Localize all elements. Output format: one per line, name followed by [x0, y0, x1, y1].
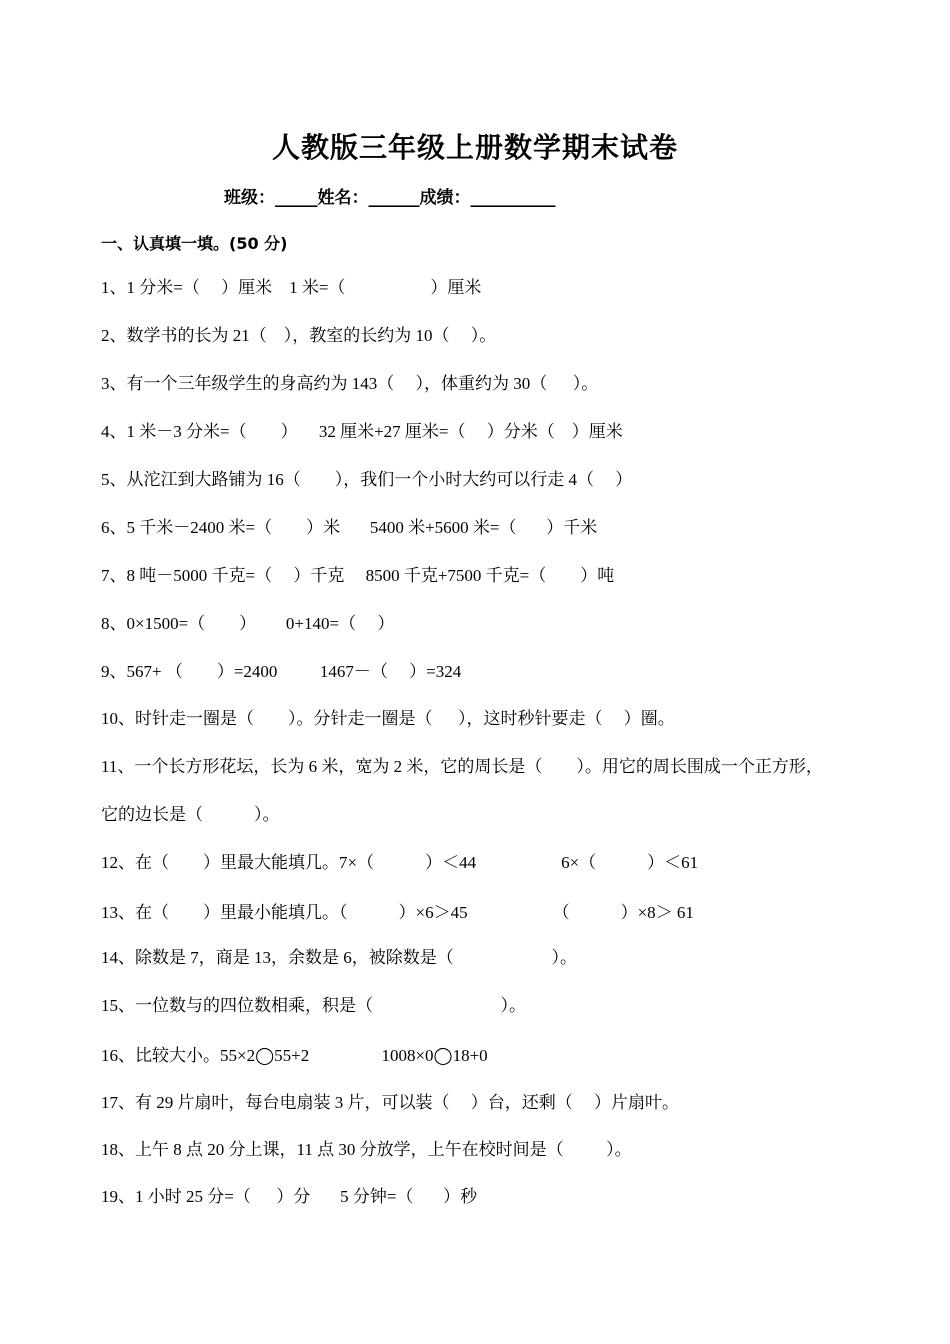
- question-11: 11、一个长方形花坛，长为 6 米，宽为 2 米，它的周长是（ ）。用它的周长围成一个正方形，: [101, 757, 823, 776]
- section-heading-1: 一、认真填一填。(50 分): [101, 234, 288, 253]
- question-1: 1、1 分米=（ ）厘米 1 米=（ ）厘米: [101, 278, 482, 297]
- question-3: 3、有一个三年级学生的身高约为 143（ ），体重约为 30（ ）。: [101, 374, 599, 393]
- question-7: 7、8 吨－5000 千克=（ ）千克 8500 千克+7500 千克=（ ）吨: [101, 566, 615, 585]
- question-14: 14、除数是 7，商是 13，余数是 6，被除数是（ ）。: [101, 948, 577, 967]
- page-title: 人教版三年级上册数学期末试卷: [271, 133, 678, 164]
- question-2: 2、数学书的长为 21（ ），教室的长约为 10（ ）。: [101, 326, 497, 345]
- student-info-line: 班级：_____姓名：______成绩：__________: [224, 188, 556, 208]
- question-10: 10、时针走一圈是（ ）。分针走一圈是（ ），这时秒针要走（ ）圈。: [101, 709, 675, 728]
- question-17: 17、有 29 片扇叶，每台电扇装 3 片，可以装（ ）台，还剩（ ）片扇叶。: [101, 1093, 679, 1112]
- question-4: 4、1 米－3 分米=（ ） 32 厘米+27 厘米=（ ）分米（ ）厘米: [101, 422, 623, 441]
- question-6: 6、5 千米－2400 米=（ ）米 5400 米+5600 米=（ ）千米: [101, 518, 598, 537]
- question-12: 12、在（ ）里最大能填几。7×（ ）＜44 6×（ ）＜61: [101, 853, 699, 872]
- question-9: 9、567+ （ ）=2400 1467－（ ）=324: [101, 662, 462, 681]
- question-16: 16、比较大小。55×2◯55+2 1008×0◯18+0: [101, 1046, 488, 1065]
- question-11-continued: 它的边长是（ ）。: [101, 805, 280, 824]
- question-15: 15、一位数与的四位数相乘，积是（ ）。: [101, 996, 526, 1015]
- question-8: 8、0×1500=（ ） 0+140=（ ）: [101, 614, 395, 633]
- question-13: 13、在（ ）里最小能填几。（ ）×6＞45 （ ）×8＞ 61: [101, 903, 694, 922]
- question-18: 18、上午 8 点 20 分上课，11 点 30 分放学，上午在校时间是（ ）。: [101, 1140, 632, 1159]
- question-19: 19、1 小时 25 分=（ ）分 5 分钟=（ ）秒: [101, 1187, 478, 1206]
- question-5: 5、从沱江到大路铺为 16（ ），我们一个小时大约可以行走 4（ ）: [101, 470, 633, 489]
